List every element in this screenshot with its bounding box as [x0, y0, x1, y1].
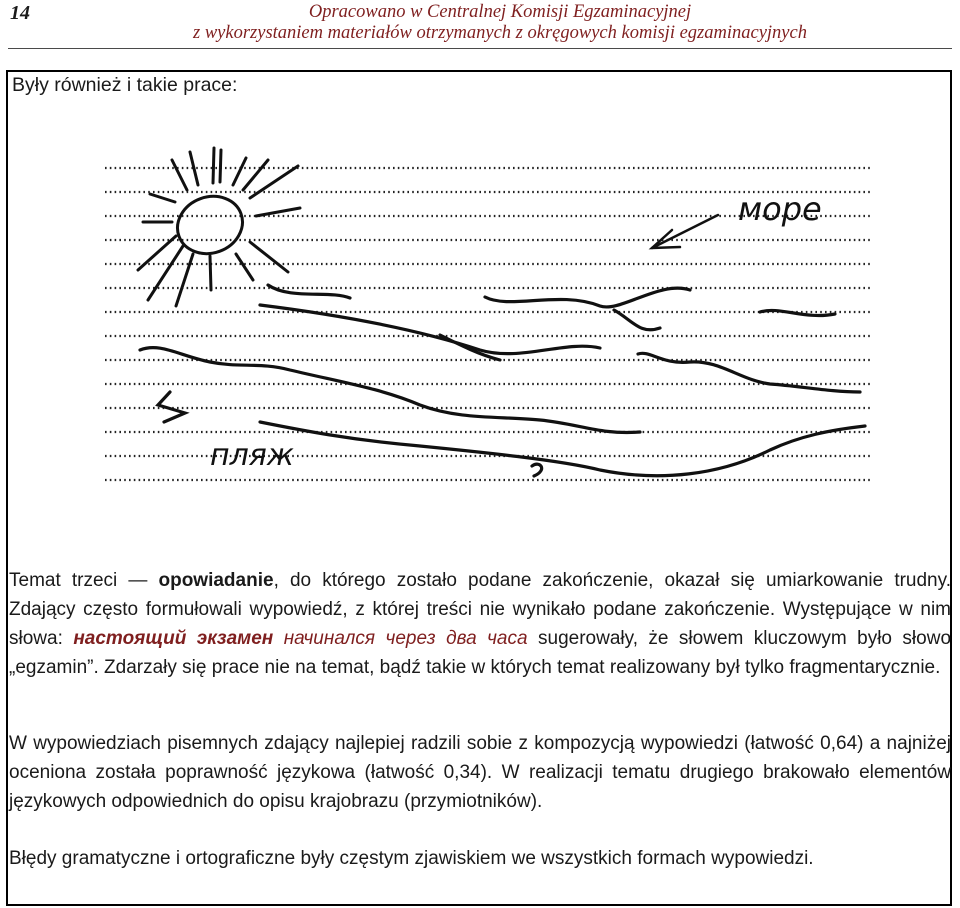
- paragraph-text: Temat trzeci —: [9, 570, 159, 591]
- sea-arrow-icon: [652, 215, 718, 248]
- russian-phrase-bold: настоящий экзамен: [73, 628, 274, 649]
- page-number: 14: [10, 2, 30, 24]
- russian-phrase: начинался через два часа: [273, 628, 528, 649]
- paragraph-topic-three: [9, 566, 951, 682]
- sun-icon: [138, 148, 300, 306]
- header-line-2: z wykorzystaniem materiałów otrzymanych z okręgowych komisji egzaminacyjnych: [193, 23, 807, 43]
- intro-text: Były również i takie prace:: [12, 74, 238, 96]
- paragraph-errors: Błędy gramatyczne i ortograficzne były częstym zjawiskiem we wszystkich formach wypowiedzi.: [9, 848, 814, 869]
- header-line-1: Opracowano w Centralnej Komisji Egzaminacyjnej: [308, 2, 692, 22]
- paragraph-text: sugerowały, że słowem kluczowym było słowo „egzamin”. Zdarzały się prace nie na temat, bądź takie w których temat realizowany był tylko fragmentarycznie.: [9, 628, 952, 678]
- sea-label: море: [738, 190, 822, 228]
- keyword-opowiadanie: opowiadanie: [158, 570, 274, 591]
- beach-label: пляж: [210, 438, 294, 473]
- page-header: [0, 2, 960, 44]
- paragraph-text: , do którego zostało podane zakończenie, okazał się umiarkowanie trudny. Zdający często formułowali wypowiedź, z której treści nie wynikało podane zakończenie. Występujące w nim słowa:: [9, 570, 951, 649]
- student-drawing: [0, 130, 960, 500]
- header-divider: [8, 48, 952, 49]
- paragraph-assessment: W wypowiedziach pisemnych zdający najlepiej radzili sobie z kompozycją wypowiedzi (łatwość 0,64) a najniżej oceniona została poprawność językowa (łatwość 0,34). W realizacji tematu drugiego brakowało elementów językowych odpowiednich do opisu krajobrazu (przymiotników).: [9, 733, 951, 812]
